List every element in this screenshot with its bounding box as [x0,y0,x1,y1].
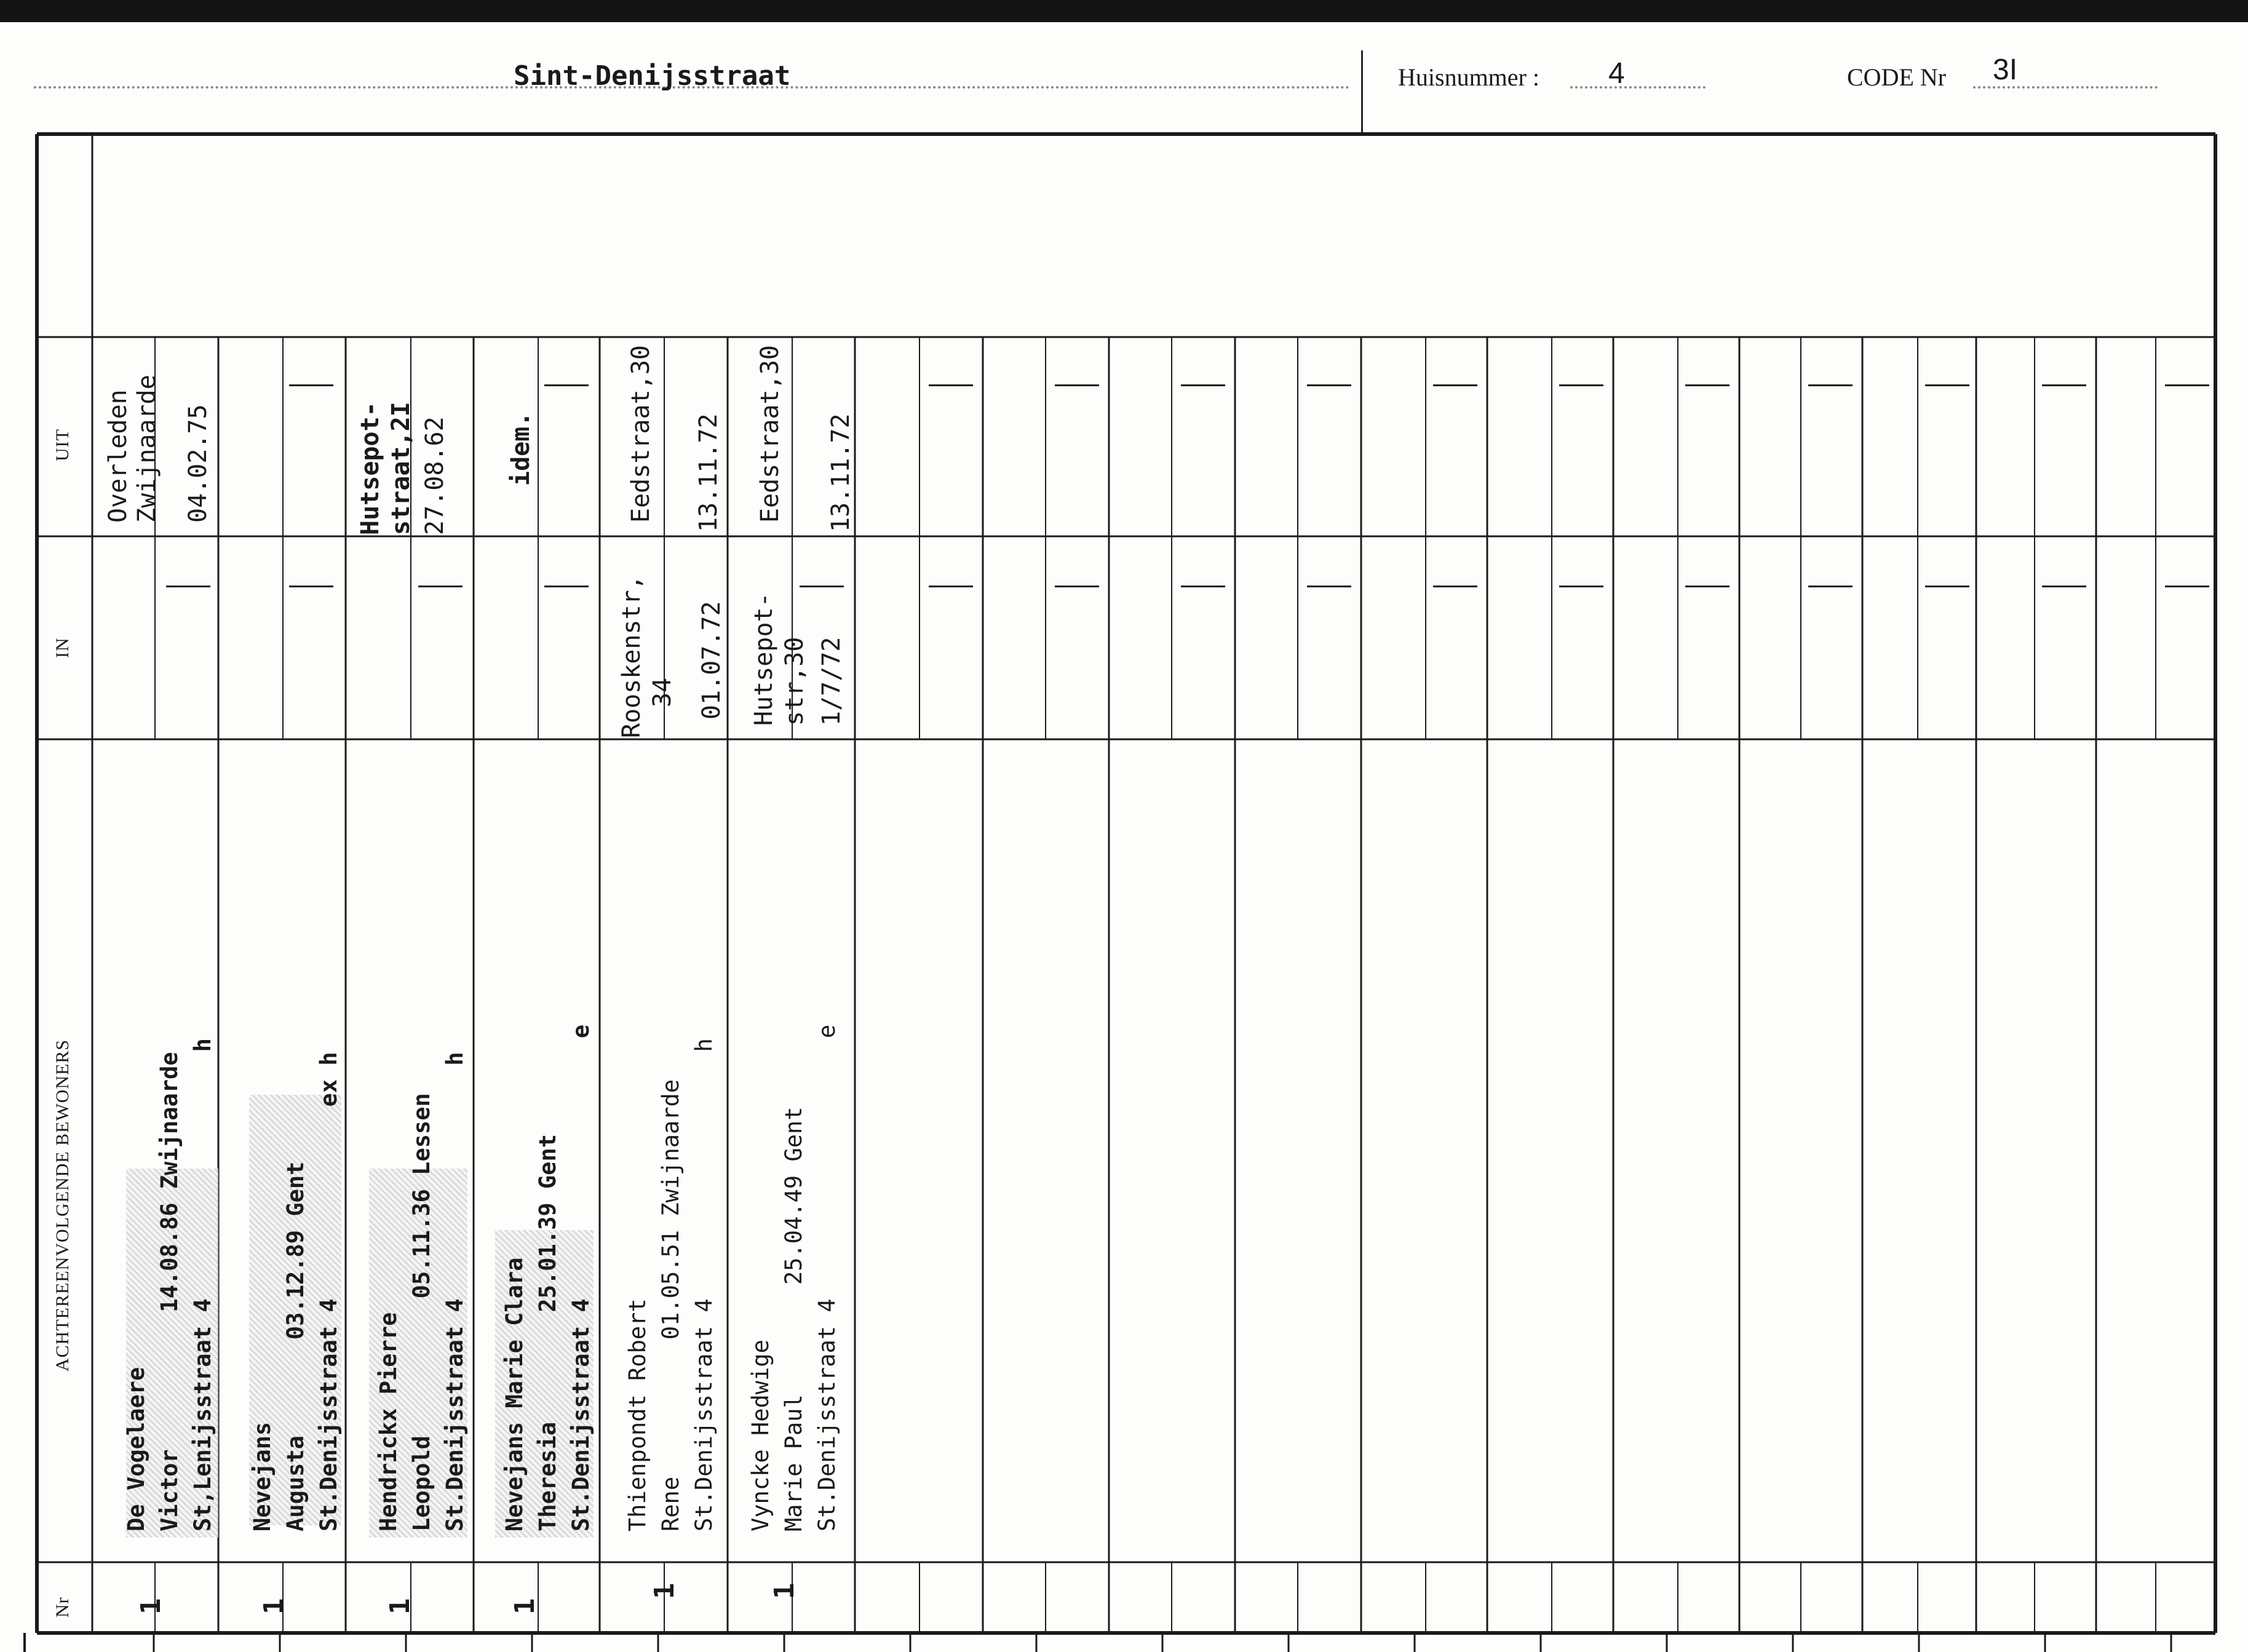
in-text: 34 [648,677,677,707]
resident-address-line: St.Denijsstraat 4 e [814,1024,840,1531]
huisnummer-value: 4 [1608,57,1625,90]
empty-entry-dash [1307,586,1351,587]
resident-firstname-line: Rene 01.05.51 Zwijnaarde [657,1079,684,1531]
empty-entry-dash [800,586,844,587]
uit-date: 13.11.72 [694,413,723,532]
resident-address-line: St.Denijsstraat 4 e [568,1024,594,1531]
resident-firstname-line: Augusta 03.12.89 Gent [282,1161,309,1531]
uit-text: idem. [507,411,535,486]
empty-entry-dash [1433,384,1477,386]
empty-entry-dash [1808,384,1853,386]
resident-nr: 1 [258,1598,290,1614]
empty-entry-dash [544,384,589,386]
empty-entry-dash [418,586,463,587]
resident-name-line: De Vogelaere [123,1367,149,1531]
resident-firstname-line: Victor 14.08.86 Zwijnaarde [156,1052,183,1531]
empty-entry-dash [2042,384,2086,386]
resident-address-line: St.Denijsstraat 4 ex h [316,1052,342,1531]
empty-entry-dash [1055,586,1099,587]
uit-text: straat,2I [387,402,415,535]
empty-entry-dash [1181,586,1225,587]
uit-date: 27.08.62 [421,416,449,535]
label-nr: Nr [52,1597,73,1618]
uit-text: Zwijnaarde [133,375,161,523]
empty-entry-dash [1925,384,1969,386]
in-date: 1/7/72 [817,637,846,726]
resident-nr: 1 [769,1583,800,1599]
empty-entry-dash [929,384,973,386]
empty-entry-dash [289,586,333,587]
empty-entry-dash [1433,586,1477,587]
in-text: Hutsepot- [750,592,778,726]
label-uit: UIT [52,429,73,461]
resident-nr: 1 [135,1598,167,1614]
empty-entry-dash [2042,586,2086,587]
resident-address-line: St.Denijsstraat 4 h [442,1052,468,1531]
street-name: Sint-Denijsstraat [514,60,791,92]
label-in: IN [52,637,73,658]
resident-firstname-line: Leopold 05.11.36 Lessen [408,1093,435,1531]
uit-date: 13.11.72 [827,413,855,532]
empty-entry-dash [289,384,333,386]
uit-date: 04.02.75 [184,404,212,523]
resident-firstname-line: Theresia 25.01.39 Gent [534,1134,561,1531]
empty-entry-dash [1055,384,1099,386]
resident-name-line: Hendrickx Pierre [375,1312,402,1531]
empty-entry-dash [929,586,973,587]
uit-text: Eedstraat,30 [627,345,655,523]
in-text: str,30 [780,637,809,726]
empty-entry-dash [1925,586,1969,587]
empty-entry-dash [1808,586,1853,587]
resident-name-line: Nevejans Marie Clara [501,1257,528,1531]
label-bewoners: ACHTEREENVOLGENDE BEWONERS [52,1039,73,1372]
resident-name-line: Nevejans [249,1421,276,1531]
in-date: 01.07.72 [697,601,726,720]
empty-entry-dash [1307,384,1351,386]
resident-name-line: Thienpondt Robert [624,1298,651,1531]
in-text: Rooskenstr, [618,575,646,738]
empty-entry-dash [1559,586,1603,587]
resident-address-line: St.Denijsstraat 4 h [691,1038,717,1531]
empty-entry-dash [1685,384,1730,386]
resident-name-line: Vyncke Hedwige [747,1340,774,1531]
uit-text: Eedstraat,30 [756,345,784,523]
empty-entry-dash [1685,586,1730,587]
code-label: CODE Nr [1847,63,1947,91]
empty-entry-dash [166,586,210,587]
resident-address-line: St,Lenijsstraat 4 h [189,1038,216,1531]
empty-entry-dash [1181,384,1225,386]
empty-entry-dash [544,586,589,587]
huisnummer-label: Huisnummer : [1398,63,1539,91]
uit-text: Overleden [104,389,132,523]
resident-nr: 1 [509,1598,541,1614]
empty-entry-dash [2165,384,2209,386]
uit-text: Hutsepot- [356,402,384,535]
resident-firstname-line: Marie Paul 25.04.49 Gent [780,1106,807,1531]
code-value: 3I [1993,54,2018,86]
empty-entry-dash [1559,384,1603,386]
resident-nr: 1 [384,1598,416,1614]
resident-nr: 1 [649,1583,680,1599]
empty-entry-dash [2165,586,2209,587]
